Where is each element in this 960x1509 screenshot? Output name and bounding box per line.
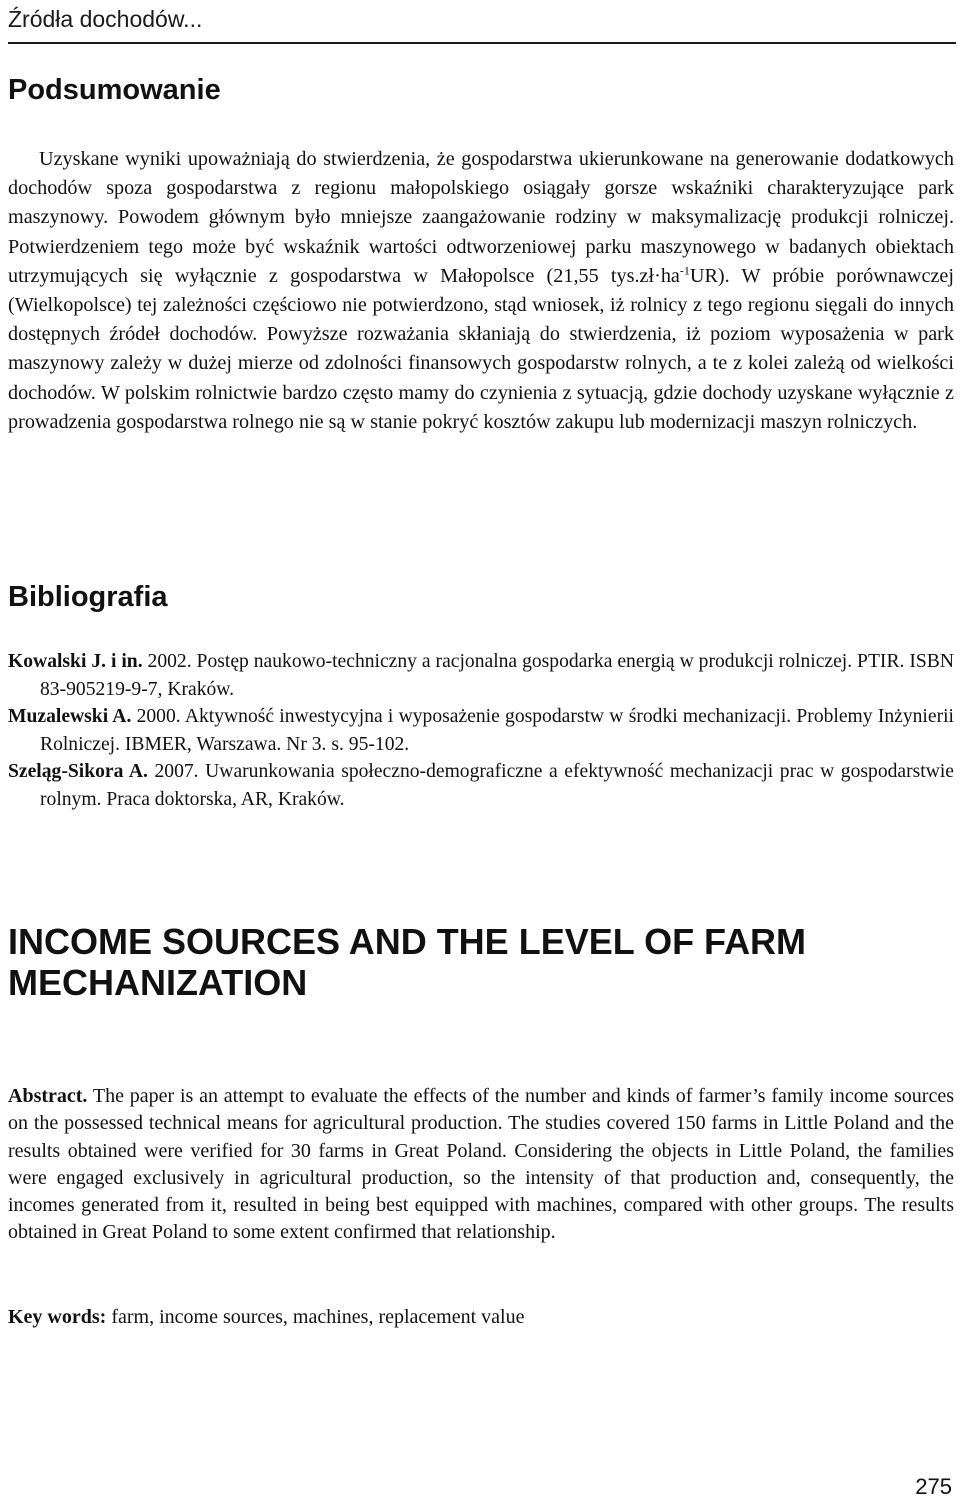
keywords-label: Key words:	[8, 1306, 107, 1328]
bib-text: 2002. Postęp naukowo-techniczny a racjonalna gospodarka energią w produkcji rolniczej. PTIR. ISBN 83-905219-9-7, Kraków.	[40, 651, 954, 700]
superscript-exponent: -1	[679, 263, 690, 278]
english-title: INCOME SOURCES AND THE LEVEL OF FARM MECHANIZATION	[8, 921, 807, 1003]
page-number: 275	[915, 1474, 952, 1499]
summary-text-part2: UR). W próbie porównawczej (Wielkopolsce) tej zależności częściowo nie potwierdzono, stąd wniosek, iż rolnicy z tego regionu sięgali do innych dostępnych źródeł dochodów. Powyższe rozważania skłaniają do stwierdzenia, iż poziom wyposażenia w park maszynowy zależy w dużej mierze od zdolności finansowych gospodarstw rolnych, a te z kolei zależą od wielkości dochodów. W polskim rolnictwie bardzo często mamy do czynienia z sytuacją, gdzie dochody uzyskane wyłącznie z prowadzenia gospodarstwa rolnego nie są w stanie pokryć kosztów zakupu lub modernizacji maszyn rolniczych.	[8, 264, 954, 433]
bibliography-heading: Bibliografia	[8, 581, 168, 613]
abstract-paragraph	[8, 1083, 954, 1247]
running-title: Źródła dochodów...	[8, 6, 203, 32]
bib-text: 2007. Uwarunkowania społeczno-demograficzne a efektywność mechanizacji prac w gospodarstwie rolnym. Praca doktorska, AR, Kraków.	[40, 761, 954, 810]
abstract-text: The paper is an attempt to evaluate the effects of the number and kinds of farmer’s family income sources on the possessed technical means for agricultural production. The studies covered 150 farms in Little Poland and the results obtained were verified for 30 farms in Great Poland. Considering the objects in Little Poland, the families were engaged exclusively in agricultural production, so the intensity of that production and, consequently, the incomes generated from it, resulted in being best equipped with machines, compared with other groups. The results obtained in Great Poland to some extent confirmed that relationship.	[8, 1085, 954, 1244]
abstract-label: Abstract.	[8, 1085, 88, 1107]
bibliography-entry	[8, 758, 954, 813]
bibliography-list	[8, 648, 954, 813]
summary-text-part1: Uzyskane wyniki upoważniają do stwierdzenia, że gospodarstwa ukierunkowane na generowanie dodatkowych dochodów spoza gospodarstwa z regionu małopolskiego osiągały gorsze wskaźniki charakteryzujące park maszynowy. Powodem głównym było mniejsze zaangażowanie rodziny w maksymalizację produkcji rolniczej. Potwierdzeniem tego może być wskaźnik wartości odtworzeniowej parku maszynowego w badanych obiektach utrzymujących się wyłącznie z gospodarstwa w Małopolsce (21,55 tys.zł·ha	[8, 148, 954, 287]
bib-author: Kowalski J. i in.	[8, 651, 143, 672]
bib-author: Muzalewski A.	[8, 706, 132, 727]
summary-paragraph	[8, 145, 954, 437]
summary-heading: Podsumowanie	[8, 74, 221, 106]
keywords-line	[8, 1304, 954, 1331]
keywords-text: farm, income sources, machines, replacement value	[106, 1306, 525, 1328]
bibliography-entry	[8, 648, 954, 703]
bib-text: 2000. Aktywność inwestycyjna i wyposażenie gospodarstw w środki mechanizacji. Problemy Inżynierii Rolniczej. IBMER, Warszawa. Nr 3. s. 95-102.	[40, 706, 954, 755]
bibliography-entry	[8, 703, 954, 758]
bib-author: Szeląg-Sikora A.	[8, 761, 148, 782]
running-header	[8, 0, 956, 44]
